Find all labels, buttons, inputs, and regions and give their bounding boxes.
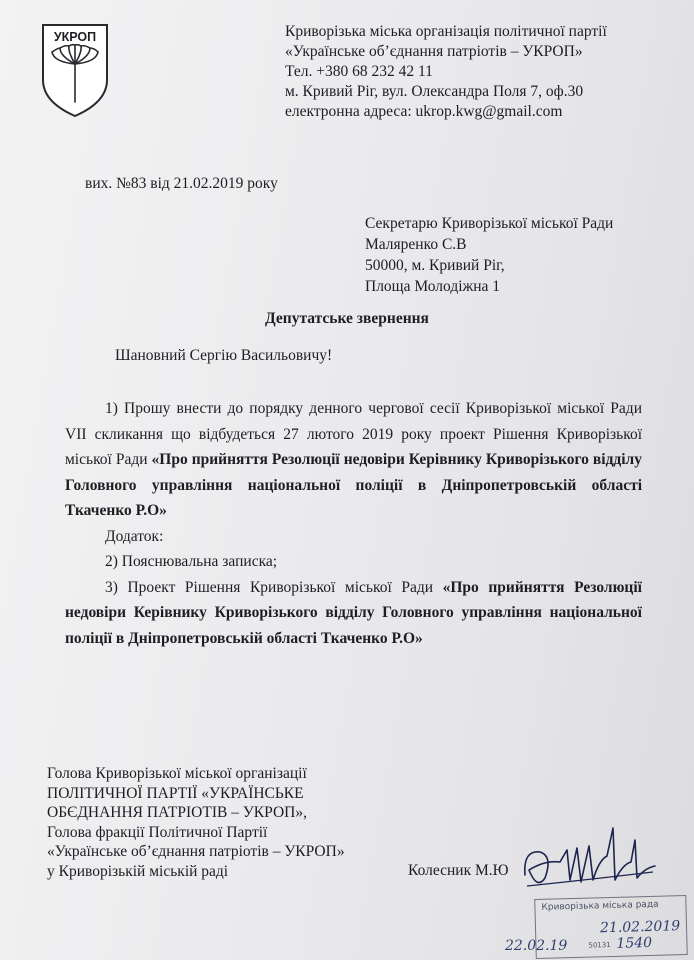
- org-name-line2: «Українське об’єднання патріотів – УКРОП»: [285, 43, 583, 60]
- addressee-line1: Секретарю Криворізької міської Ради: [365, 215, 614, 232]
- attachment-item-2: 2) Пояснювальна записка;: [105, 553, 278, 570]
- signatory-name: Колесник М.Ю: [408, 862, 509, 879]
- addressee-line3: 50000, м. Кривий Ріг,: [365, 257, 505, 274]
- stamp-number: 1540: [616, 934, 653, 952]
- letter-body: [65, 396, 642, 651]
- sig-line5: «Українське об’єднання патріотів – УКРОП»: [47, 843, 345, 860]
- org-address: м. Кривий Ріг, вул. Олександра Поля 7, оф.30: [285, 83, 584, 100]
- outgoing-reference: вих. №83 від 21.02.2019 року: [85, 175, 278, 192]
- salutation: Шановний Сергію Васильовичу!: [115, 347, 333, 364]
- attachment-item-3: [65, 575, 642, 652]
- letterhead: [285, 22, 607, 122]
- sig-line3: ОБЄДНАННЯ ПАТРІОТІВ – УКРОП»,: [47, 804, 307, 821]
- item-3-bold: «Про прийняття Резолюції недовіри Керівнику Криворізького відділу Головного управління національної поліції в Дніпропетровській області Ткаченко Р.О»: [65, 578, 642, 647]
- signature-block: [47, 764, 345, 881]
- stamp-date: 21.02.2019: [599, 918, 681, 937]
- addressee-line4: Площа Молодіжна 1: [365, 278, 501, 295]
- paragraph-1-text: 1) Прошу внести до порядку денного чергової сесії Криворізької міської Ради VII скликання що відбудеться 27 лютого 2019 року проект Рішення Криворізької міської Ради: [65, 400, 642, 468]
- sig-line1: Голова Криворізької міської організації: [47, 765, 307, 782]
- document-title: Депутатське звернення: [265, 310, 429, 327]
- addressee-block: [365, 213, 613, 297]
- sig-line4: Голова фракції Політичної Партії: [47, 823, 268, 841]
- org-phone: Тел. +380 68 232 42 11: [285, 63, 433, 80]
- stamp-small-code: 50131: [588, 941, 611, 950]
- stamp-org: Криворізька міська рада: [541, 899, 659, 913]
- handwritten-note: 22.02.19: [505, 938, 568, 954]
- handwritten-signature: [515, 820, 665, 900]
- ukrop-logo: [40, 22, 110, 118]
- logo-text: УКРОП: [53, 30, 97, 44]
- addressee-line2: Маляренко С.В: [365, 236, 467, 253]
- sig-line2: ПОЛІТИЧНОЇ ПАРТІЇ «УКРАЇНСЬКЕ: [47, 784, 304, 802]
- item-3-text: 3) Проект Рішення Криворізької міської Ради: [105, 578, 443, 596]
- paragraph-1: [65, 396, 642, 524]
- attachment-label: Додаток:: [105, 527, 164, 545]
- org-name-line1: Криворізька міська організація політичної партії: [285, 23, 607, 40]
- sig-line6: у Криворізькій міській раді: [47, 862, 229, 880]
- paragraph-1-bold: «Про прийняття Резолюції недовіри Керівнику Криворізького відділу Головного управління національної поліції в Дніпропетровській області Ткаченко Р.О»: [65, 451, 643, 519]
- org-email: електронна адреса: ukrop.kwg@gmail.com: [285, 103, 563, 120]
